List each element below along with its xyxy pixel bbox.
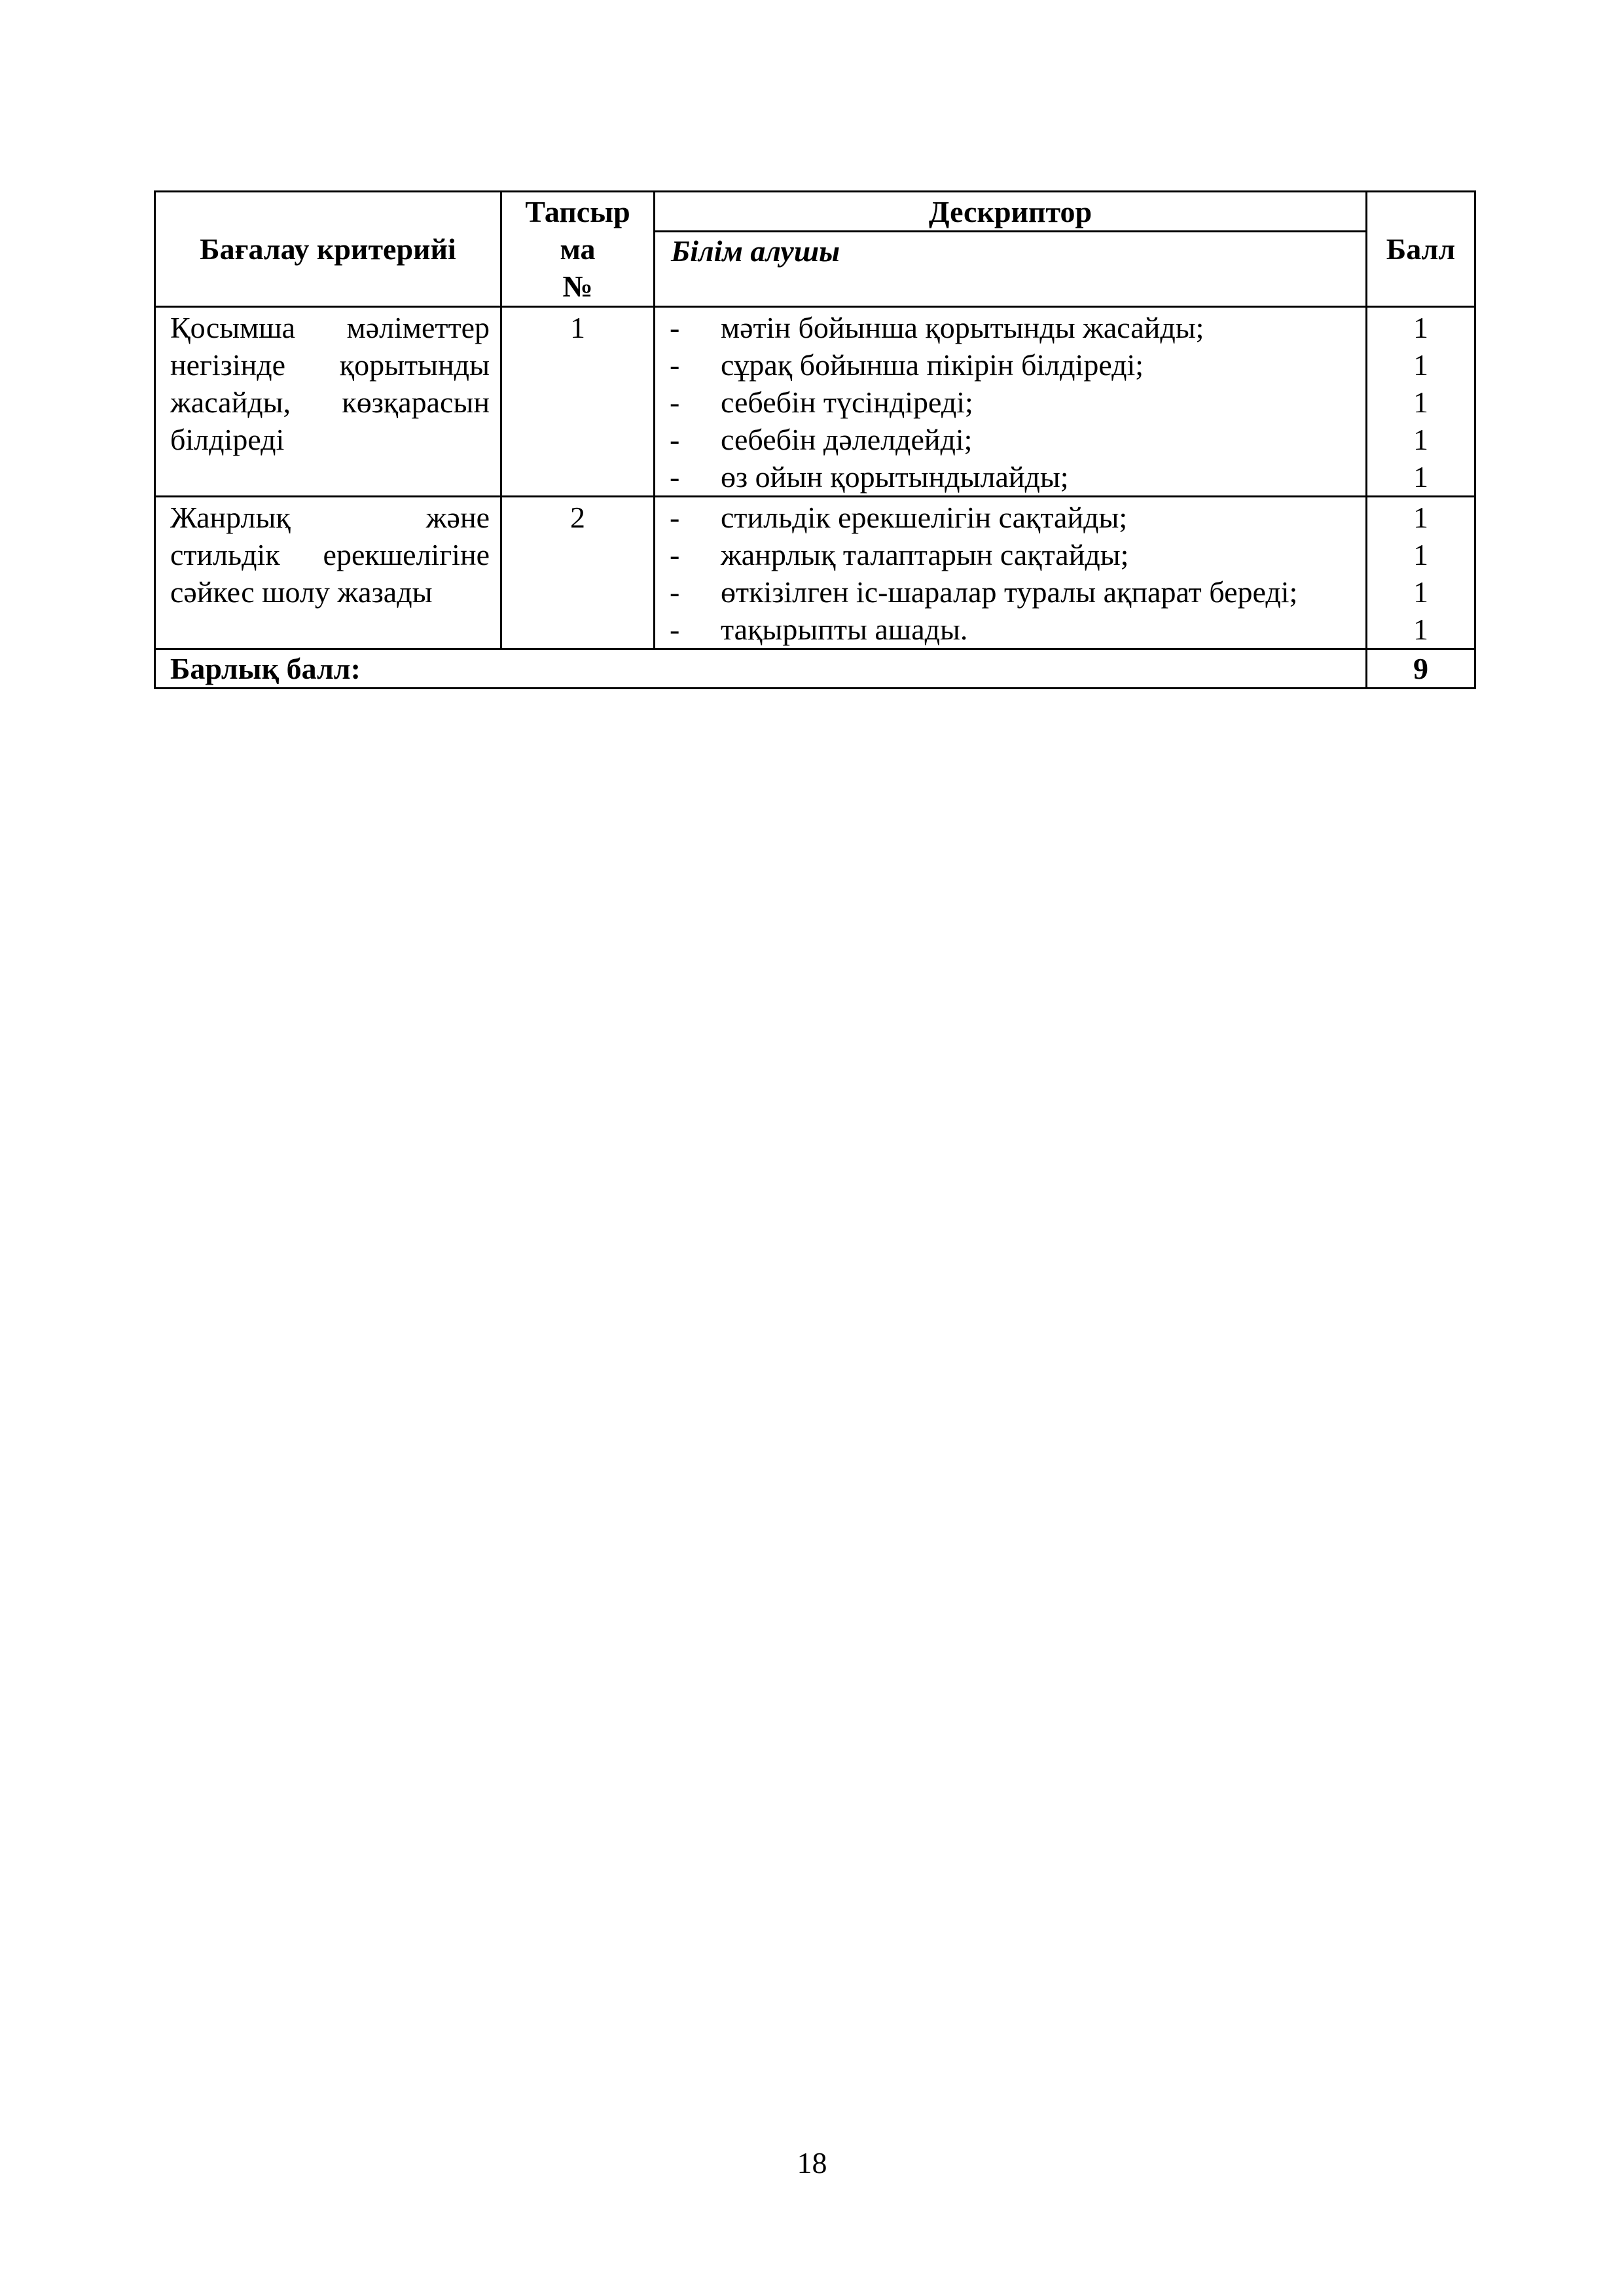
- descriptor-text: себебін дәлелдейді;: [721, 423, 973, 456]
- descriptor-item: [670, 573, 1360, 611]
- list-dash: -: [670, 386, 680, 419]
- score-value: 1: [1413, 423, 1428, 456]
- total-row: [155, 649, 1475, 689]
- score-value: 1: [1413, 613, 1428, 646]
- list-dash: -: [670, 311, 680, 344]
- descriptor-item: [670, 346, 1360, 384]
- criterion-line: сәйкес шолу жазады: [170, 575, 433, 609]
- assessment-rubric-table: [154, 190, 1476, 689]
- descriptor-header: Дескриптор: [655, 192, 1367, 232]
- descriptor-text: өткізілген іс-шаралар туралы ақпарат береді;: [721, 575, 1298, 609]
- score-header: Балл: [1367, 192, 1475, 307]
- criterion-cell: [155, 307, 501, 497]
- descriptor-item: [670, 611, 1360, 648]
- total-value: 9: [1367, 649, 1475, 689]
- list-dash: -: [670, 348, 680, 382]
- descriptor-text: мәтін бойынша қорытынды жасайды;: [721, 311, 1204, 344]
- score-value: 1: [1413, 538, 1428, 571]
- descriptor-text: себебін түсіндіреді;: [721, 386, 973, 419]
- task-number-cell: 1: [501, 307, 655, 497]
- list-dash: -: [670, 575, 680, 609]
- descriptor-item: [670, 384, 1360, 421]
- score-cell: [1367, 307, 1475, 497]
- list-dash: -: [670, 460, 680, 493]
- descriptor-subheader: Білім алушы: [655, 232, 1367, 307]
- score-value: 1: [1413, 501, 1428, 534]
- criterion-line: білдіреді: [170, 423, 285, 456]
- page-number: 18: [797, 2146, 827, 2179]
- score-value: 1: [1413, 311, 1428, 344]
- criterion-line: Жанрлық және: [170, 501, 490, 534]
- criterion-header: Бағалау критерийі: [155, 192, 501, 307]
- score-cell: [1367, 497, 1475, 649]
- descriptor-item: [670, 309, 1360, 346]
- score-value: 1: [1413, 575, 1428, 609]
- score-value: 1: [1413, 460, 1428, 493]
- criterion-line: стильдік ерекшелігіне: [170, 538, 490, 571]
- descriptor-item: [670, 458, 1360, 495]
- task-number-header-line: №: [562, 270, 593, 303]
- list-dash: -: [670, 501, 680, 534]
- descriptor-text: тақырыпты ашады.: [721, 613, 968, 646]
- criterion-line: негізінде қорытынды: [170, 348, 490, 382]
- score-value: 1: [1413, 348, 1428, 382]
- descriptor-text: стильдік ерекшелігін сақтайды;: [721, 501, 1128, 534]
- descriptor-text: өз ойын қорытындылайды;: [721, 460, 1069, 493]
- task-number-header-line: ма: [560, 232, 596, 266]
- rubric-row: [155, 307, 1475, 497]
- task-number-header: [501, 192, 655, 307]
- descriptor-list: [655, 497, 1367, 649]
- descriptor-item: [670, 536, 1360, 573]
- list-dash: -: [670, 423, 680, 456]
- descriptor-text: жанрлық талаптарын сақтайды;: [721, 538, 1129, 571]
- criterion-line: жасайды, көзқарасын: [170, 386, 490, 419]
- list-dash: -: [670, 538, 680, 571]
- criterion-cell: [155, 497, 501, 649]
- descriptor-item: [670, 421, 1360, 458]
- task-number-header-line: Тапсыр: [525, 195, 630, 228]
- rubric-row: [155, 497, 1475, 649]
- criterion-line: Қосымша мәліметтер: [170, 311, 490, 344]
- task-number-cell: 2: [501, 497, 655, 649]
- descriptor-item: [670, 499, 1360, 536]
- total-label: Барлық балл:: [155, 649, 1367, 689]
- list-dash: -: [670, 613, 680, 646]
- score-value: 1: [1413, 386, 1428, 419]
- descriptor-text: сұрақ бойынша пікірін білдіреді;: [721, 348, 1144, 382]
- descriptor-list: [655, 307, 1367, 497]
